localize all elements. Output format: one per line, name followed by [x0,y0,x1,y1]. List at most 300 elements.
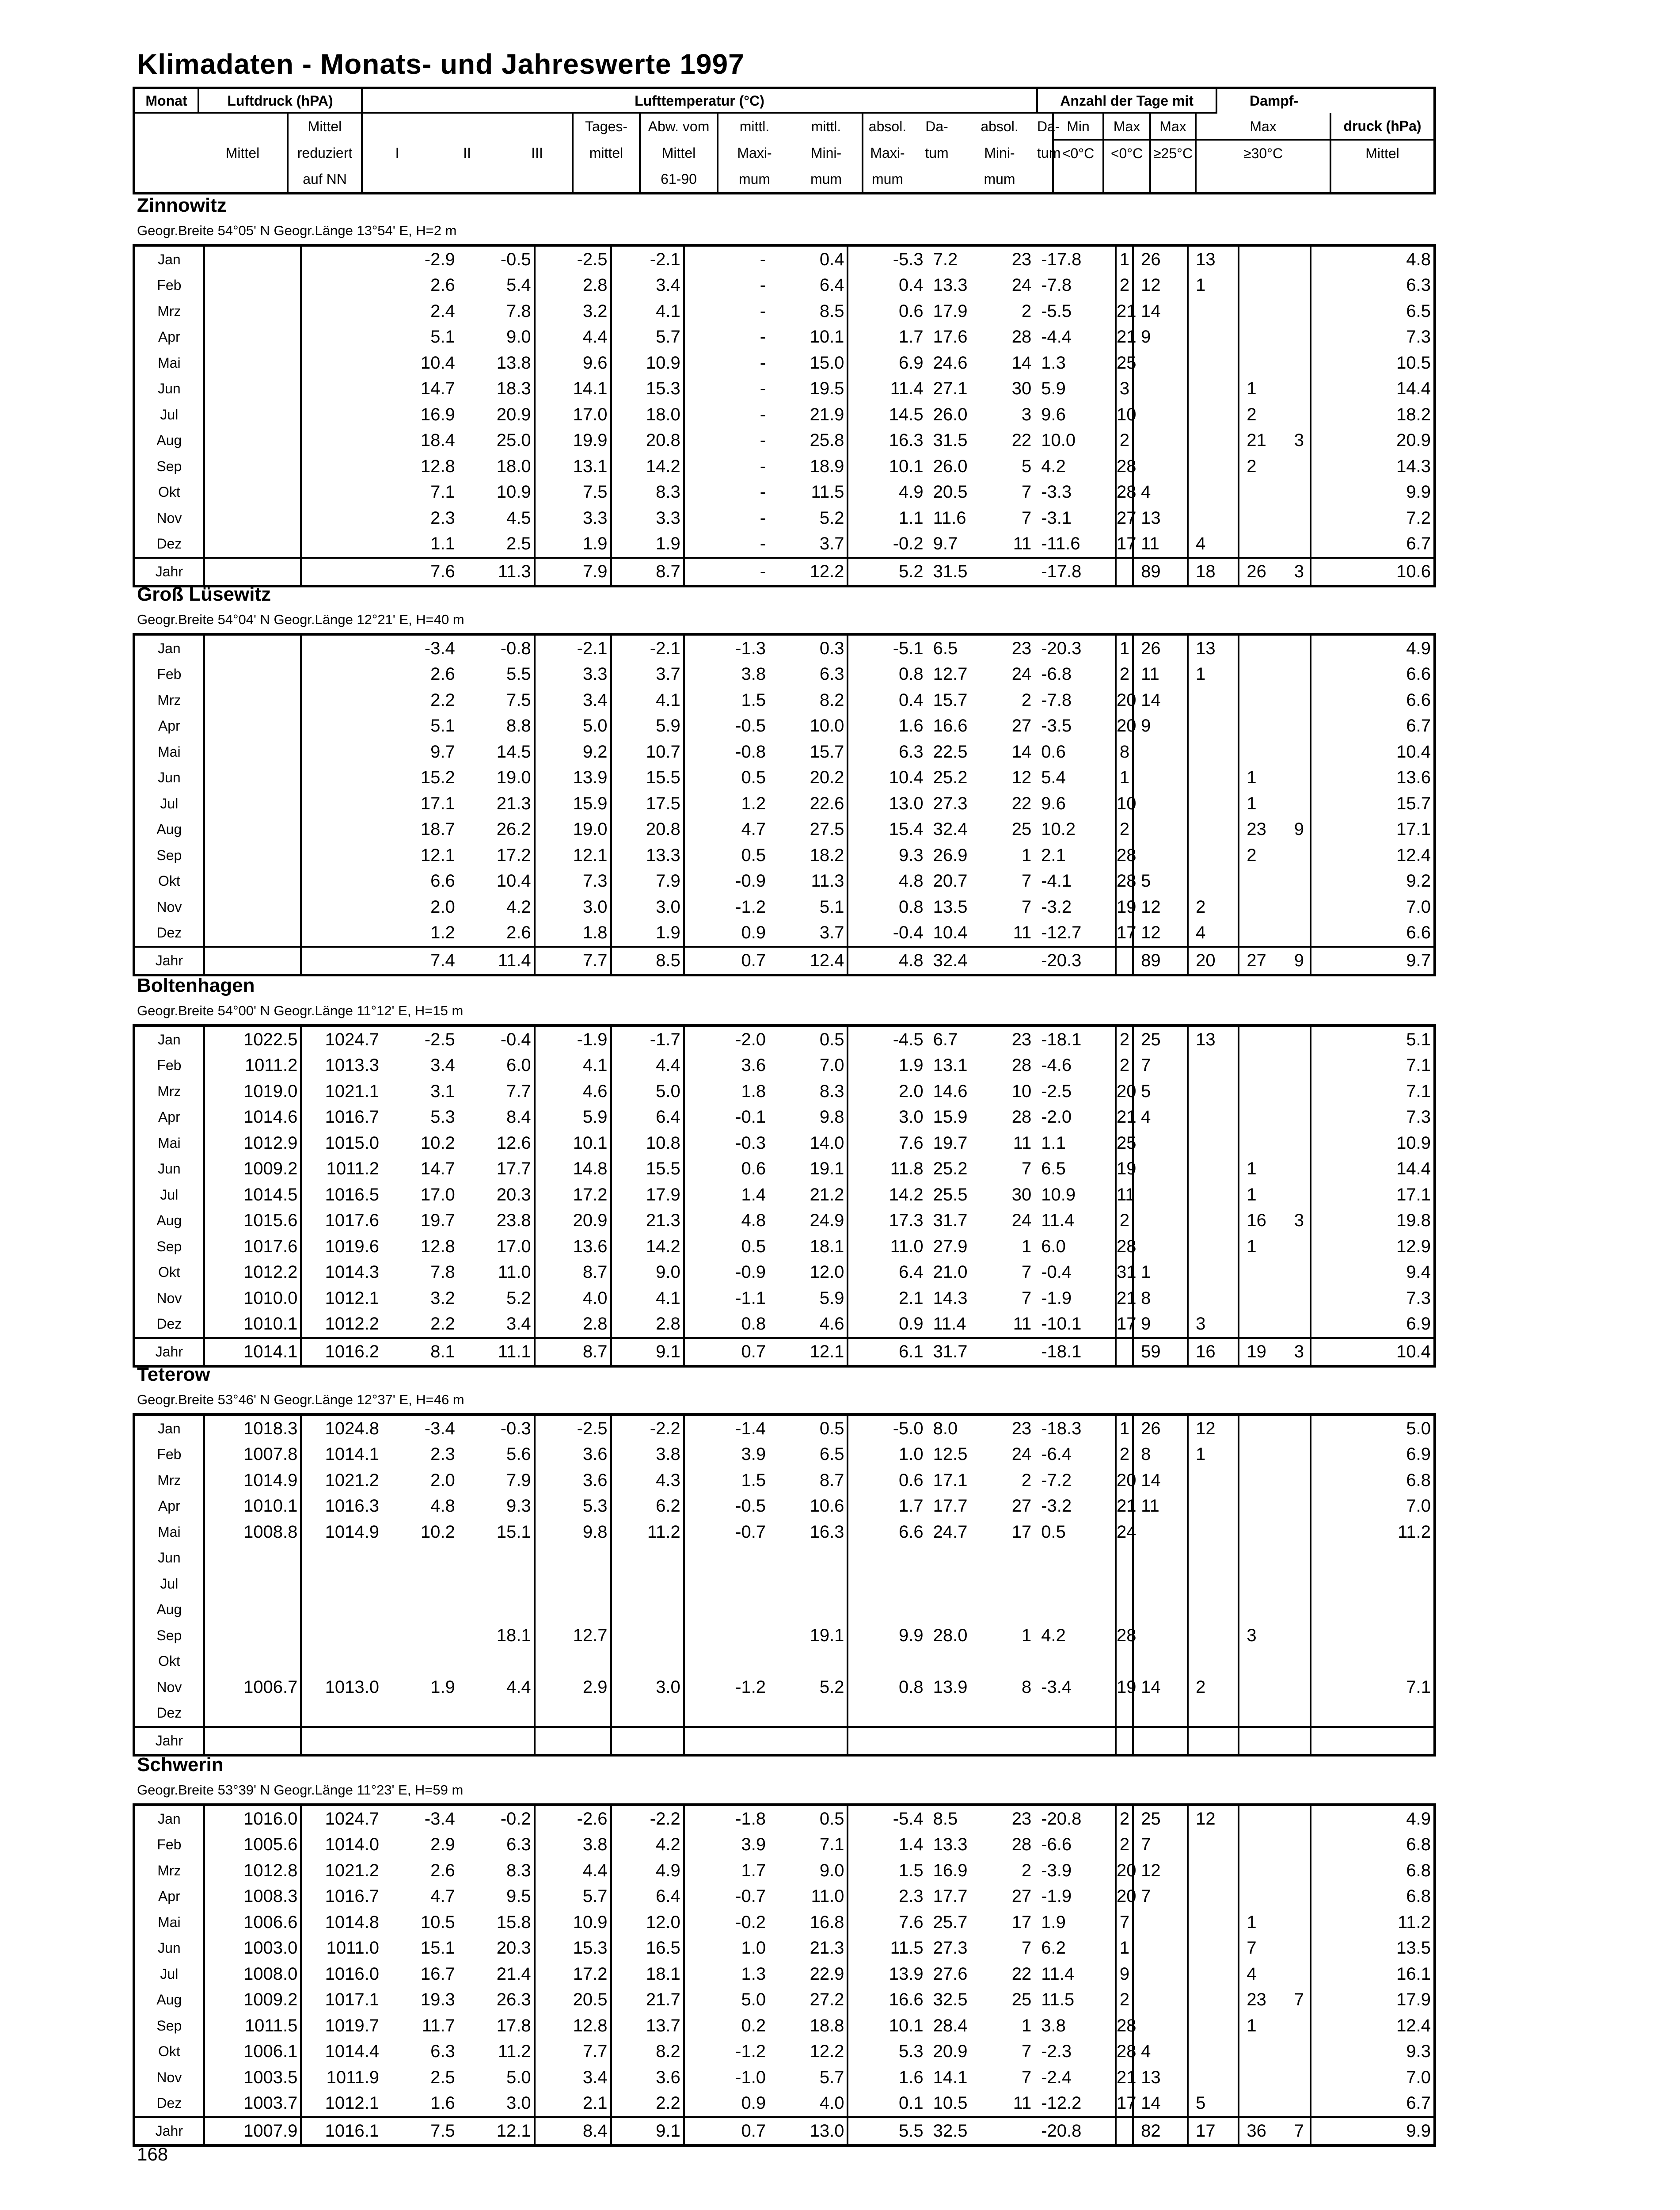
table-cell [684,1727,768,1755]
table-cell: 0.9 [684,920,768,947]
table-cell: 7 [1021,2042,1032,2061]
table-cell: 11.0 [848,1234,926,1260]
table-cell: 24 [1011,1211,1032,1231]
month-label: Apr [158,329,180,345]
table-cell: 2.5 [506,534,531,554]
table-cell: -0.2 [500,1809,531,1829]
header-datum-1b: tum [925,145,949,161]
table-cell [1034,1649,1116,1675]
table-cell: 9.0 [611,1260,684,1286]
table-cell [1133,428,1188,454]
table-cell: 9.0 [819,1860,844,1880]
table-cell: 10.5 [1311,350,1435,376]
table-cell [1311,1545,1435,1571]
table-cell: 0.6 [684,1156,768,1182]
table-cell: 0.8 [848,1674,926,1700]
table-cell [1288,791,1311,817]
table-cell [768,1571,848,1597]
table-cell: 14.7 [420,1159,455,1179]
table-cell [1288,1442,1311,1468]
table-cell [1116,1545,1133,1571]
table-cell [1116,1571,1133,1597]
table-cell: 1005.6 [204,1832,301,1858]
station-geo: Geogr.Breite 54°05' N Geogr.Länge 13°54' E, H=2 m [137,223,457,238]
table-cell [204,1727,301,1755]
table-cell: 5.3 [430,1107,455,1127]
table-cell: 8.2 [611,2039,684,2065]
table-cell: 1 [1239,1182,1288,1208]
table-cell [204,1597,301,1623]
table-cell: 11.4 [458,947,535,975]
table-cell: 2.0 [430,897,455,917]
table-cell: 5.4 [506,275,531,295]
table-cell: 21 [1116,1285,1133,1311]
table-cell [1288,1961,1311,1987]
table-cell: 28 [1116,2039,1133,2065]
table-cell [1188,402,1239,428]
table-cell: 5.5 [506,664,531,684]
table-cell: 1017.1 [301,1987,382,2013]
table-cell: 9.7 [430,742,455,762]
table-cell [1116,1338,1133,1366]
table-cell [204,245,301,273]
table-cell: 16.6 [933,716,968,736]
table-cell: 7 [1133,1053,1188,1079]
table-cell: 3.8 [535,1832,611,1858]
header-d-max-1: Max [1103,113,1150,140]
table-cell: 8.1 [382,1338,458,1366]
table-cell [1034,1597,1116,1623]
table-cell: 2 [1116,1805,1133,1832]
station-data-table [133,244,1436,587]
table-cell: 3.2 [535,298,611,324]
table-cell: 18.2 [810,845,844,865]
table-cell: 11.4 [1041,1964,1075,1984]
table-cell: 25 [1133,1025,1188,1053]
table-cell: 17.5 [611,791,684,817]
table-cell: 11.2 [1311,1909,1435,1936]
table-cell: 27 [1011,716,1032,736]
table-row [134,1936,1435,1962]
table-cell [1288,376,1311,402]
table-cell: 18.9 [810,456,844,476]
table-cell: 16.5 [611,1936,684,1962]
table-cell: 2 [1021,301,1032,321]
month-label: Mrz [157,692,181,708]
table-cell: 11.0 [498,1262,531,1282]
table-cell [979,1700,1034,1727]
table-cell [1311,1700,1435,1727]
table-cell: 12 [1133,273,1188,299]
table-cell [1188,687,1239,713]
table-cell: 13.0 [848,791,926,817]
table-cell: 14.3 [933,1288,968,1308]
table-cell: 11 [1116,1182,1133,1208]
table-cell [204,687,301,713]
table-cell: 16.9 [933,1860,968,1880]
table-cell [1239,1105,1288,1131]
table-cell: 1 [1021,845,1032,865]
table-cell: 4.7 [430,1886,455,1906]
table-cell [301,531,382,558]
table-cell: 1024.8 [301,1414,382,1442]
table-cell: 8.7 [535,1260,611,1286]
table-cell: -4.4 [1041,327,1072,347]
table-cell: 11.0 [811,1886,844,1906]
table-cell [1288,1805,1311,1832]
table-cell: 25.7 [933,1912,968,1932]
table-cell: 8 [1133,1285,1188,1311]
table-cell: 27 [1011,1886,1032,1906]
table-cell: 10 [1116,402,1133,428]
table-cell [301,1649,382,1675]
month-label: Jun [158,770,181,786]
month-label: Jan [158,1031,181,1048]
table-cell [1311,1571,1435,1597]
table-cell: 25.5 [933,1185,968,1204]
table-cell: 27.3 [933,1938,968,1958]
table-cell: 1019.7 [301,2013,382,2039]
table-cell: 24 [1011,1444,1032,1464]
table-cell: -2.1 [611,245,684,273]
table-cell: 1 [1133,1260,1188,1286]
table-cell [926,1649,980,1675]
table-cell [301,739,382,765]
table-cell: 10.9 [496,482,531,502]
table-cell: -0.1 [684,1105,768,1131]
table-cell: 28.4 [933,2016,968,2035]
table-cell: 1018.3 [204,1414,301,1442]
header-mum-2: mum [810,171,842,187]
table-cell: - [684,273,768,299]
table-cell: 8 [1133,1442,1188,1468]
table-cell: 11 [1133,662,1188,688]
table-cell: 31 [1116,1260,1133,1286]
table-cell: 8.3 [819,1081,844,1101]
table-cell [848,1727,926,1755]
table-cell [1188,376,1239,402]
table-cell: 4.4 [611,1053,684,1079]
table-cell: 25 [1116,1130,1133,1156]
table-cell: 14.2 [611,1234,684,1260]
table-cell [1188,1700,1239,1727]
table-cell: 9.3 [848,842,926,869]
table-cell: 9.9 [1311,2117,1435,2145]
table-cell [1133,1597,1188,1623]
table-cell [1133,376,1188,402]
table-cell: 2.9 [430,1835,455,1855]
table-cell [1133,1649,1188,1675]
table-cell [458,1727,535,1755]
table-cell: 9 [1294,819,1304,839]
table-cell: 1011.0 [301,1936,382,1962]
table-cell: 28 [1116,1623,1133,1649]
table-cell: 4.2 [611,1832,684,1858]
table-cell: 18.8 [810,2016,844,2035]
table-cell: 7.0 [1311,2065,1435,2091]
table-row [134,817,1435,843]
table-cell [1288,1936,1311,1962]
header-d-max-3: Max [1196,113,1330,140]
table-cell: 17 [1116,531,1133,558]
table-cell: 26.2 [496,819,531,839]
table-cell: 5 [1133,869,1188,895]
table-row [134,1130,1435,1156]
table-cell [1239,894,1288,920]
table-cell: -7.2 [1041,1470,1072,1490]
table-cell: 3.3 [611,505,684,531]
table-cell: 5.3 [535,1494,611,1520]
table-cell: 3.0 [506,2093,531,2113]
table-cell: 17 [1116,1311,1133,1338]
table-cell: -2.5 [535,245,611,273]
table-cell: 13 [1133,2065,1188,2091]
table-cell: 0.6 [848,1467,926,1494]
month-label: Dez [156,2095,182,2111]
table-cell [1188,1571,1239,1597]
table-cell: 2.3 [848,1884,926,1910]
table-cell [1133,791,1188,817]
table-cell: 10.0 [1041,431,1076,450]
header-d-max-2: Max [1150,113,1196,140]
month-label: Sep [156,847,182,863]
table-row [134,505,1435,531]
table-cell: 17 [1011,1912,1032,1932]
table-cell: -0.3 [684,1130,768,1156]
table-cell: 13 [1188,634,1239,662]
table-cell [382,1700,458,1727]
table-cell [1188,1597,1239,1623]
month-label: Mai [158,743,181,760]
table-cell: 31.7 [933,1211,968,1231]
table-cell [1188,713,1239,739]
table-cell [1188,1649,1239,1675]
table-cell: 3 [1239,1623,1288,1649]
header-datum-2a: Da- [1037,118,1060,135]
table-cell: 9.0 [506,327,531,347]
table-cell [1288,1156,1311,1182]
table-cell [458,1545,535,1571]
month-label: Jun [158,1940,181,1956]
table-cell: 25.2 [933,1159,968,1179]
table-cell [1239,739,1288,765]
table-cell: 13.3 [933,1835,968,1855]
header-abw-range: 61-90 [640,166,718,193]
table-cell [1133,765,1188,791]
table-cell: -1.2 [684,1674,768,1700]
table-cell [1288,1832,1311,1858]
table-cell: 1010.0 [204,1285,301,1311]
header-mittl-2: mittl. [811,118,841,135]
table-cell [1239,480,1288,506]
table-cell: 1019.6 [301,1234,382,1260]
table-cell: -10.1 [1041,1314,1082,1334]
table-cell: 1013.3 [301,1053,382,1079]
header-anzahl-tage: Anzahl der Tage mit [1037,88,1216,113]
table-cell: 1.6 [430,2093,455,2113]
table-cell: 27.2 [810,1990,844,2010]
table-row [134,634,1435,662]
table-cell: -0.5 [684,713,768,739]
table-cell [204,273,301,299]
table-cell: 25 [1011,1990,1032,2010]
table-cell [204,1649,301,1675]
table-cell: - [684,480,768,506]
station-name: Teterow [137,1364,210,1385]
table-row [134,2039,1435,2065]
table-cell [382,1623,458,1649]
table-cell: 14 [1133,298,1188,324]
table-cell: 14.0 [810,1133,844,1153]
table-cell: 5.0 [684,1987,768,2013]
table-cell: - [684,505,768,531]
table-cell: 2.3 [430,508,455,528]
table-cell: 1015.0 [301,1130,382,1156]
table-cell: 9.3 [1311,2039,1435,2065]
table-cell: 4.0 [819,2093,844,2113]
table-cell: 11.7 [422,2016,455,2035]
table-cell [1288,1414,1311,1442]
table-cell [204,453,301,480]
month-label: Jan [158,251,181,267]
table-cell [979,1545,1034,1571]
header-absol-2: absol. [981,118,1019,135]
table-cell [768,1727,848,1755]
table-cell: 9.1 [611,2117,684,2145]
table-cell: 5.1 [430,716,455,736]
table-cell: 6.5 [1311,298,1435,324]
table-cell: 7.6 [382,558,458,586]
table-cell: 1016.7 [301,1105,382,1131]
table-cell: 8.5 [933,1809,958,1829]
table-cell [458,1597,535,1623]
table-cell: 2.6 [430,275,455,295]
table-row [134,531,1435,558]
table-cell: 1.4 [684,1182,768,1208]
table-cell: -2.0 [684,1025,768,1053]
table-cell: 7.9 [611,869,684,895]
table-cell: 3.4 [611,273,684,299]
table-cell: 1008.3 [204,1884,301,1910]
table-cell [611,1700,684,1727]
table-cell: 2 [1021,690,1032,710]
table-cell: 7 [1239,1936,1288,1962]
table-cell [1288,324,1311,351]
table-cell: 3.6 [684,1053,768,1079]
table-cell: 1.3 [1041,353,1066,373]
table-cell [301,298,382,324]
table-cell: 12.4 [1311,842,1435,869]
table-cell: 27.9 [933,1236,968,1256]
table-cell: 15.5 [611,765,684,791]
table-cell [1188,2039,1239,2065]
table-cell [1188,1156,1239,1182]
month-label: Sep [156,1238,182,1254]
table-cell: 31.5 [926,558,980,586]
table-cell: 5.0 [1311,1414,1435,1442]
table-cell: 9.2 [535,739,611,765]
table-cell [1288,2013,1311,2039]
table-cell [204,1545,301,1571]
table-cell: 6.8 [1311,1832,1435,1858]
table-cell: 1013.0 [301,1674,382,1700]
table-cell [301,1571,382,1597]
table-cell: 20 [1116,1884,1133,1910]
table-row [134,713,1435,739]
table-row [134,480,1435,506]
table-cell: 5.5 [848,2117,926,2145]
table-cell: 1019.0 [204,1078,301,1105]
month-label: Nov [156,510,182,526]
table-cell: 1 [1188,1442,1239,1468]
table-cell [1188,1105,1239,1131]
table-cell: 2.2 [430,1314,455,1334]
month-label: Mrz [157,1083,181,1099]
table-cell: 13.9 [535,765,611,791]
table-cell: 0.6 [1041,742,1066,762]
table-cell: 1024.7 [301,1805,382,1832]
table-row [134,662,1435,688]
table-cell: 8.7 [535,1338,611,1366]
table-cell: 1003.0 [204,1936,301,1962]
month-label: Jun [158,381,181,397]
table-cell [1188,739,1239,765]
table-cell: -2.1 [611,634,684,662]
table-cell: 3.8 [1041,2016,1066,2035]
table-cell [204,947,301,975]
table-cell [1188,505,1239,531]
table-cell: 10.5 [933,2093,968,2113]
table-cell: -1.9 [1041,1886,1072,1906]
table-cell: 17.0 [535,402,611,428]
month-label: Jun [158,1161,181,1177]
table-cell: 8.3 [506,1860,531,1880]
table-cell: 4.9 [1311,634,1435,662]
table-cell: 1014.1 [204,1338,301,1366]
table-cell: -7.8 [1041,690,1072,710]
table-cell: 1.2 [684,791,768,817]
table-cell: 19.0 [535,817,611,843]
table-cell: 89 [1133,558,1188,586]
table-cell: 2.1 [535,2091,611,2118]
table-cell [535,1545,611,1571]
table-cell: 16.3 [848,428,926,454]
table-cell: 7 [1021,2067,1032,2087]
table-cell: 16 [1188,1338,1239,1366]
table-cell [1239,1311,1288,1338]
table-cell: 2 [1021,1860,1032,1880]
table-cell [1288,869,1311,895]
table-cell: 9 [1133,713,1188,739]
table-cell [1133,1234,1188,1260]
table-cell [1188,1208,1239,1234]
month-label: Mrz [157,1472,181,1488]
table-cell [301,1545,382,1571]
month-label: Mrz [157,303,181,319]
table-cell [1034,1545,1116,1571]
table-cell: 18.4 [420,431,455,450]
table-cell [301,505,382,531]
table-row [134,1649,1435,1675]
table-cell [301,1700,382,1727]
table-cell: 32.5 [933,1990,968,2010]
month-label: Nov [156,899,182,915]
header-datum-1a: Da- [925,118,948,135]
table-cell: 14.6 [933,1081,968,1101]
table-cell: 5 [1133,1078,1188,1105]
table-cell: 1.6 [848,713,926,739]
table-cell: 11.4 [848,376,926,402]
